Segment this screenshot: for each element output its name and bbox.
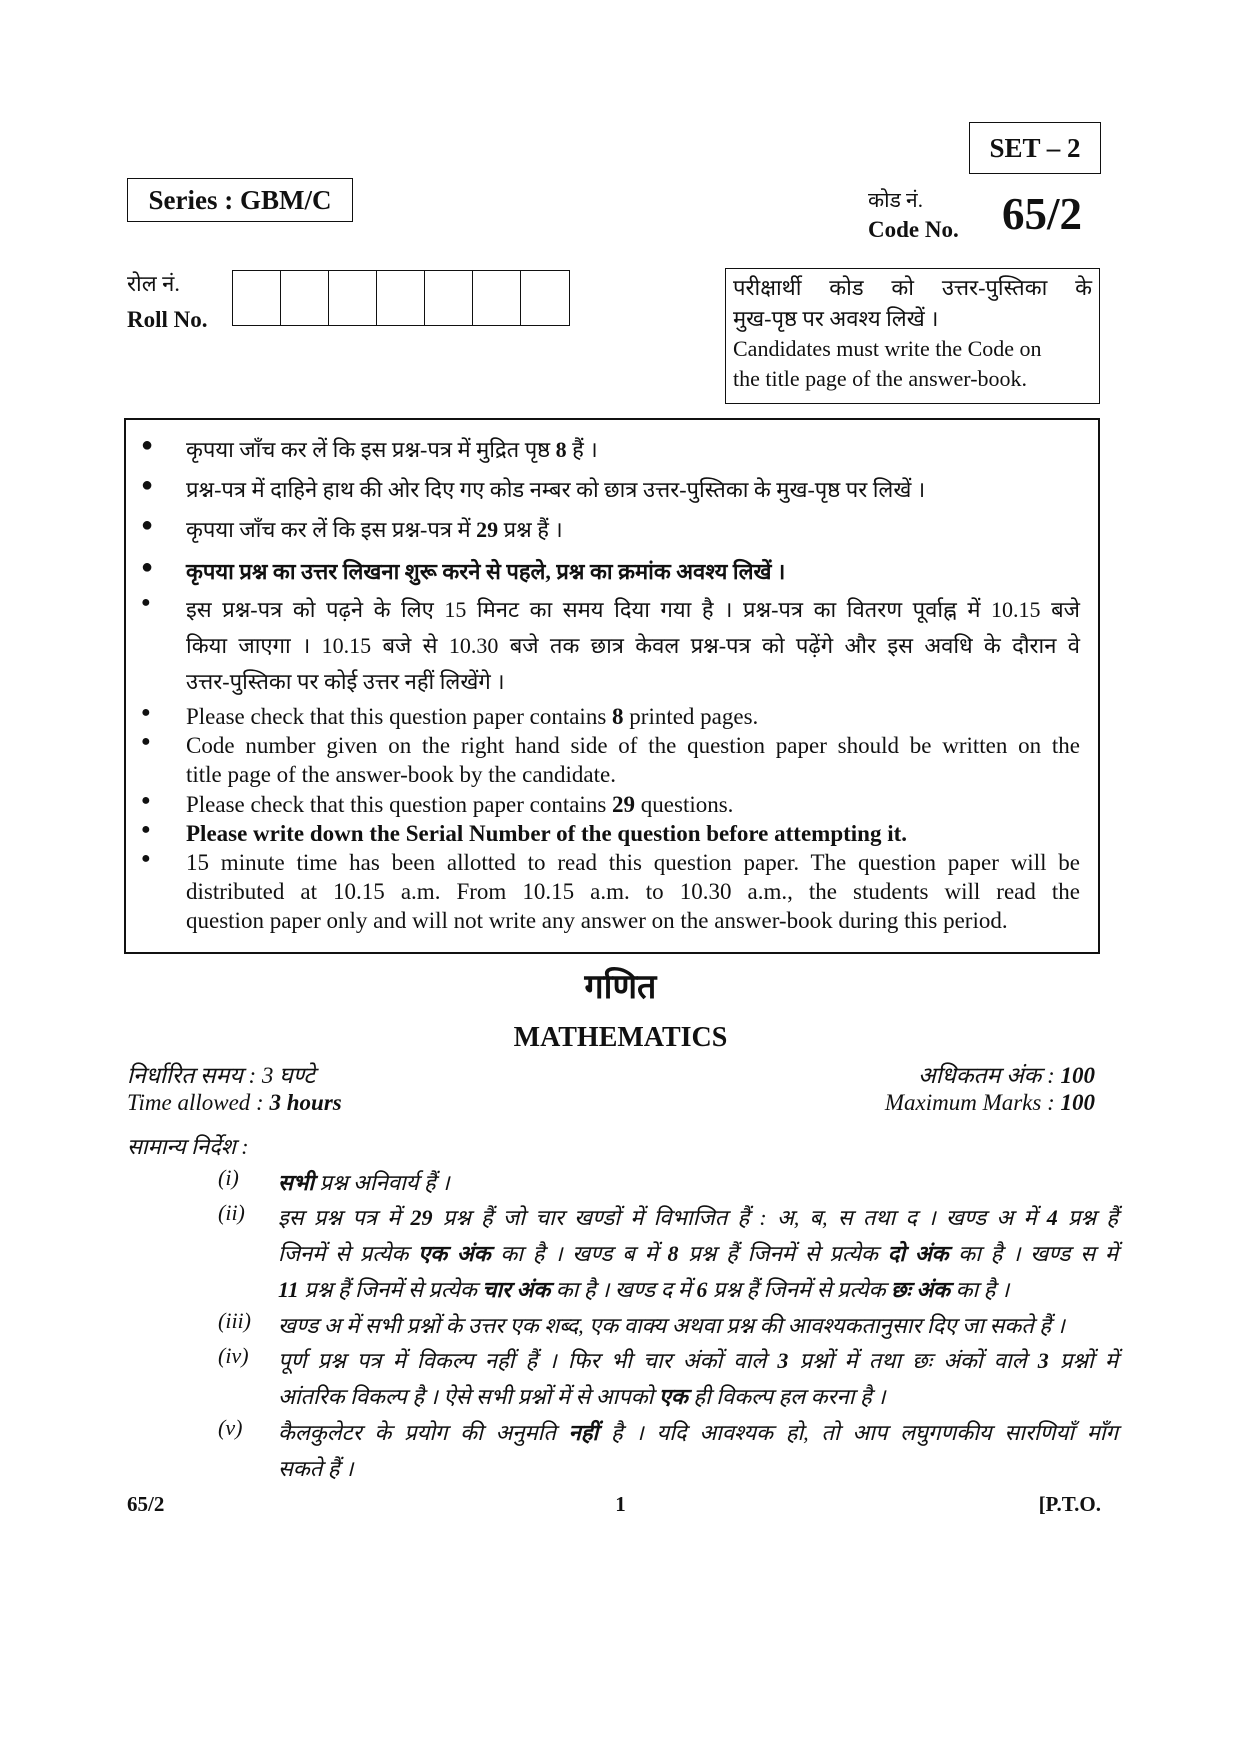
instruction-text: कृपया जाँच कर लें कि इस प्रश्न-पत्र में मुद्रित पृष्ठ: [186, 437, 556, 462]
roll-digit-box[interactable]: [425, 271, 473, 325]
notice-hindi-line: परीक्षार्थी कोड को उत्तर-पुस्तिका के: [733, 275, 1092, 300]
subject-title-hindi: गणित: [584, 969, 657, 1006]
bullet-icon: ●: [141, 514, 154, 536]
instruction-line: पूर्ण प्रश्न पत्र में विकल्प नहीं हैं । फिर भी चार अंकों वाले 3 प्रश्नों में तथा छः अंकों वाले 3 प्रश्नों में: [278, 1348, 1118, 1373]
instruction-body: [278, 1165, 1118, 1201]
please-turn-over: [P.T.O.: [1038, 1492, 1101, 1516]
instruction-numeral: (iii): [218, 1308, 251, 1333]
instruction-text: Code number given on the right hand side of the question paper should be written on the: [186, 733, 1080, 758]
code-number: 65/2: [1002, 189, 1083, 239]
bullet-icon: ●: [141, 556, 154, 578]
instruction-text: Please write down the Serial Number of the question before attempting it.: [186, 821, 908, 846]
general-instructions-heading: सामान्य निर्देश :: [127, 1134, 249, 1159]
instruction-line: कैलकुलेटर के प्रयोग की अनुमति नहीं है । यदि आवश्यक हो, तो आप लघुगणकीय सारणियाँ माँग: [278, 1420, 1118, 1445]
instruction-numeral: (i): [218, 1165, 239, 1190]
roll-digit-box[interactable]: [281, 271, 329, 325]
instruction-text: हैं ।: [566, 437, 598, 462]
time-label: Time allowed :: [127, 1090, 270, 1115]
bullet-icon: ●: [141, 474, 154, 496]
time-allowed-english: [127, 1090, 342, 1116]
marks-label: Maximum Marks :: [884, 1090, 1061, 1115]
series-label: Series : GBM/C: [127, 178, 353, 222]
instruction-number: 29: [612, 792, 636, 817]
instruction-text: questions.: [635, 792, 734, 817]
max-marks-english: [885, 1090, 1095, 1116]
bullet-icon: ●: [141, 792, 151, 809]
instruction-body: [278, 1308, 1118, 1344]
instruction-line: इस प्रश्न पत्र में 29 प्रश्न हैं जो चार खण्डों में विभाजित हैं : अ, ब, स तथा द । खण्ड अ में 4 प्रश्न हैं: [278, 1205, 1118, 1230]
instruction-line: सकते हैं ।: [278, 1456, 354, 1481]
instruction-numeral: (ii): [218, 1200, 245, 1225]
roll-digit-box[interactable]: [521, 271, 569, 325]
set-number: SET – 2: [969, 122, 1101, 174]
roll-number-boxes[interactable]: [232, 270, 570, 326]
instruction-text: Please check that this question paper contains: [186, 792, 613, 817]
instruction-text: question paper only and will not write any answer on the answer-book during this period.: [186, 908, 1008, 933]
instructions-box: [124, 418, 1100, 954]
marks-value: 100: [1060, 1090, 1095, 1115]
bullet-icon: ●: [141, 704, 151, 721]
footer-code: 65/2: [127, 1492, 165, 1516]
code-label-hindi: कोड नं.: [868, 188, 923, 212]
instruction-body: [278, 1415, 1118, 1487]
instruction-text: उत्तर-पुस्तिका पर कोई उत्तर नहीं लिखेंगे ।: [186, 669, 505, 694]
marks-label: अधिकतम अंक :: [918, 1063, 1061, 1088]
bullet-icon: ●: [141, 821, 151, 838]
instruction-body: [278, 1200, 1118, 1308]
instruction-numeral: (v): [218, 1415, 243, 1440]
instruction-text: कृपया जाँच कर लें कि इस प्रश्न-पत्र में: [186, 517, 477, 542]
roll-digit-box[interactable]: [377, 271, 425, 325]
instruction-number: 8: [555, 437, 567, 462]
instruction-text: इस प्रश्न-पत्र को पढ़ने के लिए 15 मिनट का समय दिया गया है । प्रश्न-पत्र का वितरण पूर्वाह्न में 10.15 बजे: [186, 597, 1080, 622]
instruction-line: सभी प्रश्न अनिवार्य हैं ।: [278, 1170, 450, 1195]
roll-label-english: Roll No.: [127, 307, 208, 332]
bullet-icon: ●: [141, 733, 151, 750]
max-marks-hindi: [918, 1058, 1095, 1090]
instruction-text: किया जाएगा । 10.15 बजे से 10.30 बजे तक छात्र केवल प्रश्न-पत्र को पढ़ेंगे और इस अवधि के दौरान वे: [186, 633, 1080, 658]
instruction-number: 29: [476, 517, 499, 542]
instruction-text: distributed at 10.15 a.m. From 10.15 a.m. to 10.30 a.m., the students will read the: [186, 879, 1080, 904]
bullet-icon: ●: [141, 434, 154, 456]
notice-hindi-line: मुख-पृष्ठ पर अवश्य लिखें ।: [733, 306, 939, 331]
instruction-line: खण्ड अ में सभी प्रश्नों के उत्तर एक शब्द, एक वाक्य अथवा प्रश्न की आवश्यकतानुसार दिए जा सकते हैं ।: [278, 1313, 1065, 1338]
instruction-numeral: (iv): [218, 1343, 249, 1368]
instruction-number: 8: [612, 704, 624, 729]
time-value: 3 hours: [269, 1090, 342, 1115]
instruction-line: आंतरिक विकल्प है । ऐसे सभी प्रश्नों में से आपको एक ही विकल्प हल करना है ।: [278, 1384, 886, 1409]
instruction-text: प्रश्न-पत्र में दाहिने हाथ की ओर दिए गए कोड नम्बर को छात्र उत्तर-पुस्तिका के मुख-पृष्ठ पर लिखें ।: [186, 477, 926, 502]
instruction-body: [278, 1343, 1118, 1415]
roll-digit-box[interactable]: [233, 271, 281, 325]
instruction-text: Please check that this question paper contains: [186, 704, 613, 729]
notice-english-line: the title page of the answer-book.: [733, 366, 1028, 391]
instruction-text: printed pages.: [623, 704, 759, 729]
bullet-icon: ●: [141, 594, 151, 611]
time-allowed-hindi: निर्धारित समय : 3 घण्टे: [127, 1063, 315, 1088]
bullet-icon: ●: [141, 850, 151, 867]
instruction-text: title page of the answer-book by the candidate.: [186, 762, 616, 787]
code-label-english: Code No.: [868, 217, 959, 242]
instruction-text: कृपया प्रश्न का उत्तर लिखना शुरू करने से पहले, प्रश्न का क्रमांक अवश्य लिखें ।: [186, 559, 786, 584]
page-number: 1: [615, 1492, 626, 1516]
marks-value: 100: [1060, 1063, 1095, 1088]
code-notice-box: [725, 268, 1100, 404]
roll-digit-box[interactable]: [329, 271, 377, 325]
instruction-text: 15 minute time has been allotted to read this question paper. The question paper will be: [186, 850, 1080, 875]
subject-title-english: MATHEMATICS: [513, 1022, 728, 1053]
roll-label-hindi: रोल नं.: [127, 271, 180, 296]
instruction-line: जिनमें से प्रत्येक एक अंक का है । खण्ड ब में 8 प्रश्न हैं जिनमें से प्रत्येक दो अंक का है । खण्ड स में: [278, 1241, 1118, 1266]
notice-english-line: Candidates must write the Code on: [733, 336, 1042, 361]
instruction-line: 11 प्रश्न हैं जिनमें से प्रत्येक चार अंक का है । खण्ड द में 6 प्रश्न हैं जिनमें से प्रत्येक छः अंक का है ।: [278, 1277, 1010, 1302]
roll-digit-box[interactable]: [473, 271, 521, 325]
instruction-text: प्रश्न हैं ।: [498, 517, 563, 542]
